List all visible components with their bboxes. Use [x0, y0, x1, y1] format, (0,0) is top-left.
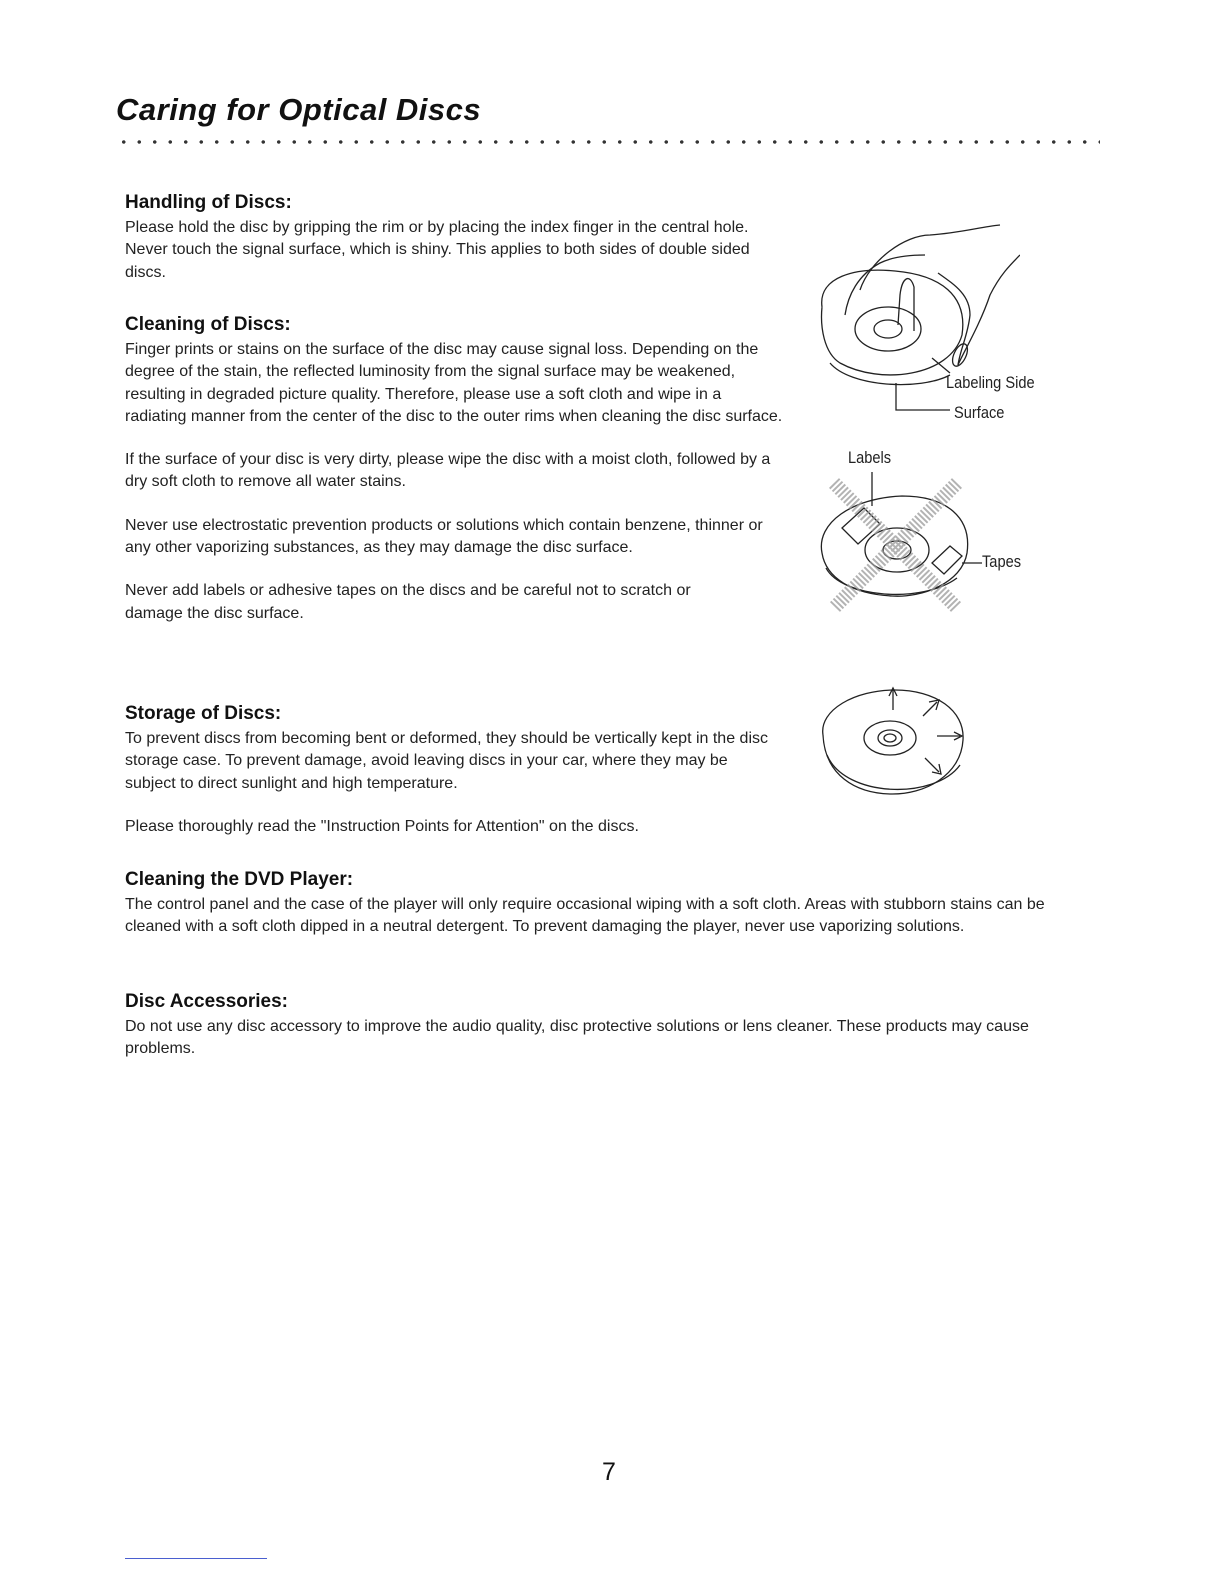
disc-handling-illustration	[810, 215, 1020, 425]
surface-label: Surface	[954, 403, 1005, 422]
tapes-label: Tapes	[982, 552, 1022, 571]
footer-rule	[125, 1558, 267, 1559]
section-heading-player: Cleaning the DVD Player:	[125, 869, 354, 890]
page-title: Caring for Optical Discs	[116, 92, 482, 127]
disc-wiping-direction-illustration	[815, 680, 975, 805]
section-heading-cleaning: Cleaning of Discs:	[125, 314, 291, 335]
cleaning-paragraph-4: Never add labels or adhesive tapes on the discs and be careful not to scratch or damage the disc surface.	[125, 582, 691, 622]
section-storage	[125, 703, 775, 838]
cleaning-paragraph-1: Finger prints or stains on the surface of the disc may cause signal loss. Depending on the degree of the stain, the reflected luminosity from the signal surface may be weakened, resulting in degraded picture quality. Therefore, please use a soft cloth and wipe in a radiating manner from the center of the disc to the outer rims when cleaning the disc surface.	[125, 341, 783, 425]
labels-caption: Labels	[848, 448, 892, 467]
section-handling	[125, 192, 775, 284]
storage-paragraph-1: To prevent discs from becoming bent or deformed, they should be vertically kept in the disc storage case. To prevent damage, avoid leaving discs in your car, where they may be subject to direct sunlight and high temperature.	[125, 730, 768, 792]
cleaning-paragraph-2: If the surface of your disc is very dirty, please wipe the disc with a moist cloth, followed by a dry soft cloth to remove all water stains.	[125, 451, 771, 491]
section-body-accessories: Do not use any disc accessory to improve the audio quality, disc protective solutions or lens cleaner. These products may cause problems.	[125, 1018, 1029, 1058]
labels-tapes-warning-illustration	[812, 468, 982, 618]
labeling-side-label: Labeling Side	[946, 373, 1035, 392]
section-heading-handling: Handling of Discs:	[125, 192, 292, 213]
cleaning-paragraph-3: Never use electrostatic prevention products or solutions which contain benzene, thinner or any other vaporizing substances, as they may damage the disc surface.	[125, 516, 763, 557]
section-cleaning	[125, 314, 785, 625]
section-heading-storage: Storage of Discs:	[125, 703, 282, 724]
dotted-title-rule	[116, 139, 1100, 145]
storage-paragraph-2: Please thoroughly read the "Instruction Points for Attention" on the discs.	[125, 817, 639, 835]
section-body-player: The control panel and the case of the player will only require occasional wiping with a soft cloth. Areas with stubborn stains can be cleaned with a soft cloth dipped in a neutral detergent. To prevent damaging the player, never use vaporizing solutions.	[125, 896, 1045, 936]
section-player	[125, 869, 1055, 939]
section-accessories	[125, 991, 1035, 1061]
page-number: 7	[602, 1458, 616, 1486]
section-body-handling: Please hold the disc by gripping the rim or by placing the index finger in the central hole. Never touch the signal surface, which is shiny. This applies to both sides of double sided discs.	[125, 219, 750, 281]
section-heading-accessories: Disc Accessories:	[125, 991, 289, 1012]
